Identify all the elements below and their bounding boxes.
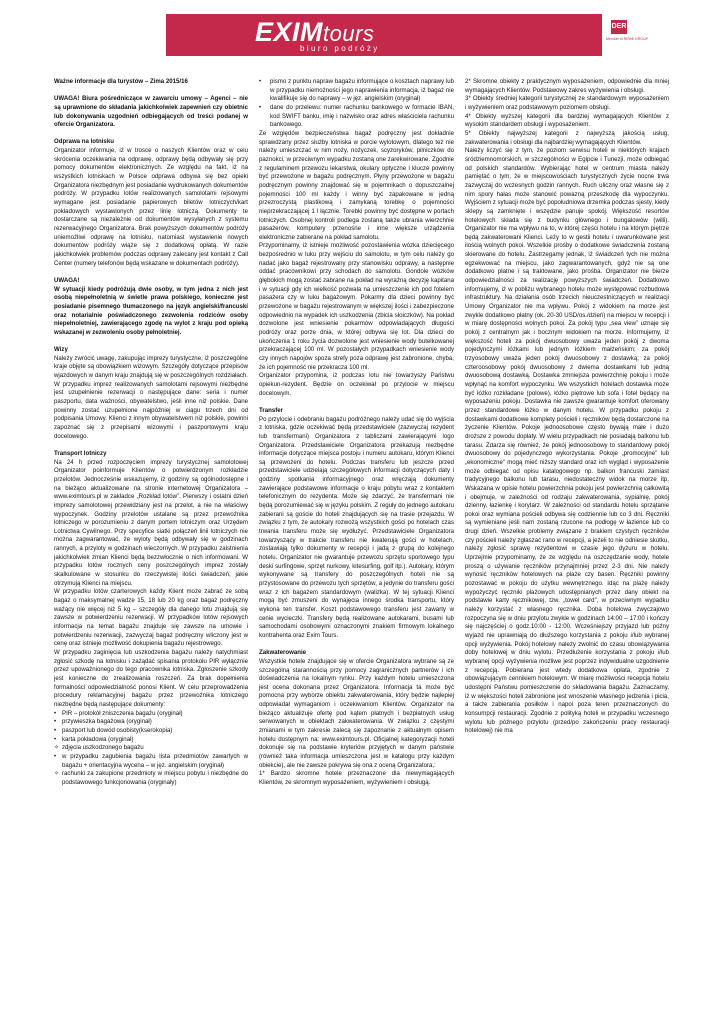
paragraph-transport-3: W przypadku zaginięcia lub uszkodzenia bagażu należy natychmiast zgłosić szkodę na lotnisku i zażądać spisania protokołu PIR wyłącznie przez upoważnionego do tego pracownika lotniska. Zgłoszenie szkody jest konieczne do zrealizowania roszczeń. Za brak dopełnienia formalności odpowiedzialność ponosi Klient. W celu przeprowadzenia procedury reklamacyjnej bagażu przez przewoźnika lotniczego niezbędne będą następujące dokumenty: [54,649,248,708]
paragraph-transport-1: Na 24 h przed rozpoczęciem imprezy turystycznej samolotowej Organizator poinformuje Klientów o potwierdzonym rozkładzie przelotów. Jednocześnie wskazujemy, iż godziny są ogólnodostępne i na bieżąco aktualizowane na stronie internetowej Organizatora – www.eximtours.pl w zakładce „Rozkład lotów”. Pierwszy i ostatni dzień imprezy samolotowej przewidziany jest na przelot, a nie na właściwy wypoczynek. Godziny przelotów ustalane są przez przewoźnika lotniczego w porozumieniu z danym portem lotniczym oraz Urzędem Lotnictwa Cywilnego. Przy specyfice siatki połączeń linii lotniczych nie można zagwarantować, że wyloty będą odbywały się w godzinach rannych, a przyloty w godzinach wieczornych. W przypadku zaistnienia jakichkolwiek zmian Klienci będą bezzwłocznie o nich informowani. W przypadku lotów rocznych ceny poszczególnych imprez zostały skalkulowane w stosunku do rzeczywistej ilości świadczeń, jakie otrzymują Klienci na miejscu. [54,458,248,587]
paragraph-organizator: Organizator przypomina, iż podczas lotu nie towarzyszy Państwu opiekun-rezydent. Będzie on oczekiwał po przylocie w miejscu docelowym. [259,372,454,397]
paragraph-przypominamy: Przypominamy, iż istnieje możliwość pozostawienia wózka dziecięcego bezpośrednio w luku przy wejściu do samolotu, w tym celu należy go nadać jako bagaż rejestrowany przy stanowisku odprawy, a następnie oddać pracownikowi przy schodach do samolotu. Gondole wózków głębokich mogą zostać zabrane na pokład na wyraźną decyzję kapitana i w sytuacji gdy ich wielkość pozwala na umieszczenie ich pod fotelem pasażera czy w luku bagażowym. Pokarmy dla dzieci powinny być przewożone w bagażu rejestrowanym w większej ilości i zabezpieczone odpowiednio na wypadek ich uszkodzenia (zbicia słoiczków). Na pokład dozwolone jest wniesienie pokarmów odpowiadających długości podróży oraz porze dnia, w której odbywa się lot. Dla dzieci do ukończenia 1 roku życia dozwolone jest wniesienie wody butelkowanej przekraczającej 100 ml. W pozostałych przypadkach wniesienie wody czy innych napojów spoza strefy poza odprawę jest zabronione, chyba, że ich pojemność nie przekracza 100 ml. [259,242,454,371]
paragraph-odprawa: Organizator informuje, iż w trosce o naszych Klientów oraz w celu skrócenia oczekiwania na odprawę, odprawy będą odbywały się przy pomocy dokumentów elektronicznych. Ze względu na fakt, iż na wszystkich lotniskach w Polsce odprawa odbywa się bez opieki Organizatora niezbędnym jest posiadanie wydrukowanych dokumentów podróży. W przypadku lotów realizowanych samolotami rejsowymi wymagane jest posiadanie papierowych biletów lotniczych/kart pokładowych wystawionych przez linię lotniczą. Dokumenty te dostarczane są niezależnie od dokumentów wysyłanych z systemu rezerwacyjnego Organizatora. Brak powyższych dokumentów podróży uniemożliwi odprawę na lotnisku, natomiast wystawienie nowych dokumentów podróży wiąże się z dodatkową opłatą. W razie jakichkolwiek problemów podczas odprawy zalecany jest kontakt z Call Center (numery telefonów będą wskazane w dokumentach podróży). [54,147,248,267]
paragraph-star-1: 1* Bardzo skromne hotele przeznaczone dla niewymagających Klientów, ze skromnym wyposażeniem, wyżywieniem i obsługą. [259,770,454,787]
column-1 [54,78,248,788]
heading-transport: Transport lotniczy [54,449,107,457]
logo-subtitle: biuro podróży [300,44,380,53]
paragraph-star-2: 2* Skromne obiekty z praktycznym wyposażeniem, odpowiednie dla mniej wymagających Klientów. Podstawowy zakres wyżywienia i obsługi. [465,78,669,94]
list-item: • przywieszka bagażowa (oryginał) [54,718,248,727]
paragraph-zakwaterowanie: Wszystkie hotele znajdujące się w ofercie Organizatora wybrane są ze szczególną starannością przy pomocy zagranicznych partnerów i ich doświadczenia na lokalnym rynku. Przy każdym hotelu umieszczona jest ocena dokonana przez Organizatora. Informacja ta może być pomocna przy wyborze obiektu zakwaterowania, który będzie najlepiej odpowiadał wymaganiom i oczekiwaniom Klientów. Organizator na bieżąco aktualizuje ofertę pod kątem płatnych i bezpłatnych usług serwowanych w obiektach zakwaterowania. W związku z częstymi zmianami w tym zakresie zalecą się zapoznanie z aktualnym opisem hotelu dostępnym na: www.eximtours.pl. Oficjalnej kategoryzacji hoteli dokonuje się na podstawie kryteriów przyjętych w danym państwie (również taka informacja umieszczona jest w katalogu przy każdym obiekcie), ale nie zawsze pokrywa się ona z oceną Organizatora,: [259,657,454,769]
logo-exim-text: EXIM [255,17,324,47]
logo-tours-text: tours [323,21,375,46]
paragraph-star-4: 4* Obiekty wyższej kategorii dla bardziej wymagających Klientów z wysokim standardem obsługi i wyposażeniem. [465,112,669,129]
paragraph-star-5: 5* Obiekty najwyższej kategorii z najwyższą jakością usług, zakwaterowania i obsługi dla najbardziej wymagających Klientów. [465,129,669,146]
header-banner [0,0,724,56]
required-documents-list-cont [259,78,454,130]
paragraph-wizy: Należy zwrócić uwagę, zakupując imprezy turystyczne, iż poszczególne kraje objęte są obowiązkiem wizowym. Szczegóły dotyczące przepisów wjazdowych w danym kraju znajdują się w poszczególnych rozdziałach. W przypadku imprez realizowanych samolotami rejsowymi niezbędne jest uzupełnienie rezerwacji o następujące dane: seria i numer paszportu, data ważności, obywatelstwo, jeśli inne niż polskie. Dane powinny zostać uzupełnione najpóźniej w ciągu trzech dni od podpisania Umowy. Klienci z innym obywatelstwem niż polskie, powinni zapoznać się z przepisami wizowymi i paszportowymi kraju docelowego. [54,354,248,440]
der-member-text: Member of REWE GROUP [606,37,649,41]
agent-warning: UWAGA! Biura pośredniczące w zawarciu umowy – Agenci – nie są uprawnione do składania jakichkolwiek zapewnień czy obietnic lub dokonywania uzgodnień odbiegających od treści podanej w ofercie Organizatora. [54,95,248,129]
paragraph-security: Ze względów bezpieczeństwa bagaż podręczny jest dokładnie sprawdzany przez służby lotniska w porcie wylotowym, dlatego też nie należy umieszczać w nim noży, nożyczek, scyzoryków, pilniczków do paznokci, w przeciwnym wypadku zostaną one zarekwirowane. Zgodnie z regulaminem przewozu lekarstwa, okulary optyczne i klucze powinny być przewożone w bagażu podręcznym. Płyny przewożone w bagażu podręcznym powinny znajdować się w pojemnikach o dopuszczalnej pojemności 100 ml każdy i winny być zapakowane w jedną przezroczystą plastikową i zamykaną torebkę o pojemności nieprzekraczającej 1 l łącznie. Torebki powinny być dostępne w portach lotniczych. Osobnej kontroli podlega zostaną także ubrania wierzchnie pasażerów, komputery przenośne i inne większe urządzenia elektroniczne zabierane na pokład samolotu. [259,129,454,241]
paragraph-transfer: Po przylocie i odebraniu bagażu podróżnego należy udać się do wyjścia z lotniska, gdzie oczekiwać będą przedstawiciele (zazwyczaj rezydent lub transfermani) Organizatora z tabliczami zawierającymi logo Organizatora. Przedstawiciele Organizatora przekazują niezbędne informacje dotyczące miejsca postoju i numeru autokaru, którym Klienci są przewożeni do hotelu. Podczas transferu lub jeszcze przed przedstawiciele udzielają szczegółowych informacji dotyczących daty i godziny spotkania informacyjnego oraz wręczają dokumenty zawierające podstawowe informacje o kraju pobytu wraz z kontaktem telefonicznym do rezydenta. Może się zdarzyć, że transfermani nie będą porozumiewać się w języku polskim. Z reguły do jednego autokaru zabierani są goście do hoteli znajdujących się na trasie przejazdu. W związku z tym, że autokary rozwożą wszystkich gości po hotelach czas trwania transferu może się wydłużyć. Przedstawiciele Organizatora towarzyszący w trakcie transferu nie kwaterują gości w hotelach, zostawiają tylko dokumenty w recepcji i jadą z grupą do kolejnego hotelu. Organizator nie gwarantuje przewozu sprzętu sportowego typu deski surfingowe, sprzęt nurkowy, kitesurfing, golf itp.). Autokary, którym wykonywane są transfery do poszczególnych hoteli nie są przystosowane do przewozu tych sprzętów, a jedynie do transferu gości wraz z ich bagażem standardowym (walizka). W tej sytuacji Klienci mogą być zmuszeni do wynajęcia innego środka transportu, który wykona ten transfer. Koszt podstawowego transferu jest zawarty w cenie wycieczki. Transfery będą realizowane autokarami, busami lub samochodami osobowymi oznaczonymi znakiem firmowym lokalnego kontrahenta oraz Exim Tours. [259,415,454,639]
required-documents-list [54,710,248,788]
paragraph-hotel-info: Należy liczyć się z tym, że poziom serwisu hoteli w niektórych krajach śródziemnomorskich, w szczególności w Egipcie i Tunezji, może odbiegać od polskich standardów. Wybierając hotel w centrum miasta należy pamiętać o tym, że w miejscowościach turystycznych życie nocne trwa zazwyczaj do wczesnych godzin rannych. Ruch uliczny oraz własne się z nim spory hałas może stanowić powazną przeszkodę dla wypoczynku. Wyjściem z sytuacji może być popołudniowa drzemka podczas sjesty, kiedy sklepy są zamknięte i wszędzie panuje spokój. Większość resortów hotelowych składa się z budynku głównego i bungalowów (willi). Organizator nie ma wpływu na to, w której części hotelu i na którym piętrze będą zakwaterowani Klienci. Leży to w gestii hotelu i uwarunkowane jest ilością wolnych pokoi. Wszelkie prośby o dodatkowe świadczenia zostaną skierowane do hotelu. Zastrzegamy jednak, iż świadczeń tych nie można egzekwować na miejscu, jako zagwarantowanych, gdyż nie są one dodatkowo płatne i są traktowane, jako prośba. Organizator nie bierze odpowiedzialności za realizację powyższych świadczeń. Dodatkowo informujemy, iż w pobliżu wybranego hotelu może występować rozbudowa infrastruktury. Na działania osób trzecich nieuczestniczących w realizacji Umowy Organizator nie ma wpływu. Pokój z widokiem na morze jest zwykle dodatkowo płatny (ok. 20-30 USD/os./dzień) na miejscu w recepcji i w miarę dostępności wolnych pokoi. Za pokój typu „sea view” uznaje się pokój z centralnym jak i bocznym widokiem na morze. Informujemy, iż większość hoteli za pokój dwuosobowy uważa jeden pokój z dwoma pojedynczymi łóżkami lub jednym łóżkiem małżeńskim; za pokój trzyosobowy uważa jeden pokój dwuosobowy z dostawką; za pokój czteroosobowy pokój dwuosobowy z dwiema dostawkami lub jedną dwuosobową dostawką. Dostawka zmniejsza powierzchnię pokoju i może wpłynąć na komfort wypoczynku. We wszystkich hotelach dostawka może być łóżko rozkładane (polowe), łóżko piętrowe lub sofa i fotel będący na wyposażeniu pokoju. Dostawka nie zawsze gwarantuje komfort oferowany przez standardowe łóżko w danym hotelu. W przypadku pokoju z dostawkami dodatkowe komplety pościeli i ręczników będą dostarczone na życzenie Klientów. Pokoje jednoosobowe często bywają małe i dużo droższe z powodu dopłaty. W wielu przypadkach nie posiadają balkonu lub tarasu. Zdarza się również, że pokój jednoosobowy to standardowy pokój dwuosobowy do pojedynczego wykorzystania. Pokoje „promocyjne” lub „ekonomiczne” mogą mieć niższy standard oraz ich wygląd i wyposażenie może odbiegać od opisu katalogowego np. balkon francuski zamiast tradycyjnego balkonu lub tarasu, niedostateczny widok na morze itp. Wskazana w opisie hotelu powierzchnia pokoju jest powierzchnią całkowitą i obejmuje, w zależności od rodzaju zakwaterowania, sypialnię, pokój dzienny, łazienkę i korytarz. W zależności od standardu hotelu sprzątanie pokoi oraz wymiana pościeli odbywa się codziennie lub co 3 dni. Ręczniki są wymieniane jeśli nam zostaną rzucone na podłogę w łazience lub co drugi dzień. Wszelkie problemy związane z brakiem czystych ręczników czy pościeli należy zgłaszać rano w recepcji, a jeżeli to nie odniesie skutku, należy zgłosić sprawę rezydentowi w czasie jego dyżuru w hotelu. Uprzejmie przypominamy, że ze względu na oszczędzanie wody, hotele proszą o używanie ręczników przynajmniej przez 2-3 dni. Nie należy wynosić ręczników hotelowych na plaże czy basen. Ręczniki powinny pozostawać w pokoju do użytku wewnętrznego. Idąc na plażę należy wypożyczyć ręczniki plażowych udostępnianych przez dany obiekt na podstawie karty ręcznikowej, tzw. „towel card”, w przeciwnym wypadku należy korzystać z własnego ręcznika. Doba hotelowa zwyczajowo rozpoczyna się w dniu przylotu zwykle w godzinach 14:00 – 17:00 i kończy się najczęściej o godz.10:00 - 12:00. Wcześniejszy przyjazd lub późny wyjazd nie uprawniają do dłuższego korzystania z pokoju i/lub wybranej opcji wyżywienia. Pokój hotelowy należy zwolnić do czasu obowiązywania doby hotelowej w dniu wylotu. Przedłużenie korzystania z pokoju i/lub wybranej opcji wyżywienia możliwe jest poprzez indywidualne uzgodnienie z recepcją. Pobierana jest wtedy dodatkowa opłata, zgodnie z obowiązującym cennikiem hotelowym. W miarę możliwości recepcja hotelu udostępni Państwu pomieszczenie do składowania bagażu. Zaznaczamy, iż w większości hoteli zabronione jest wnoszenie własnego jedzenia i picia, a także zabierania posiłków i napoi poza teren przeznaczonych do konsumpcji restauracji. Zgodnie z polityką hoteli w przypadku wczesnego wylotu lub późnego przylotu (przed/po zakończeniu pracy restauracji hotelowej) nie ma [465,147,669,735]
uwaga-label: UWAGA! [54,276,80,284]
paragraph-star-3: 3* Obiekty średniej kategorii turystycznej ze standardowym wyposażeniem i wyżywieniem oraz podstawowym poziomem obsługi. [465,95,669,111]
heading-wizy: Wizy [54,346,68,354]
document-title: Ważne informacje dla turystów – Zima 2015/16 [54,78,188,85]
column-2 [259,78,454,788]
heading-transfer: Transfer [259,406,284,414]
list-item: ✧ zdjęcia uszkodzonego bagażu [54,744,248,753]
minor-travel-warning: W sytuacji kiedy podróżują dwie osoby, w tym jedna z nich jest osobą niepełnoletnią w świetle prawa polskiego, konieczne jest posiadanie pisemnego tłumaczonego na język angielski/francuski oraz notarialnie poświadczonego zezwolenia rodziców osoby niepełnoletniej, zawierającego zgodę na wylot z kraju pod opieką wskazanej w zezwoleniu osoby pełnoletniej. [54,285,248,336]
list-item: • w przypadku zagubienia bagażu lista przedmiotów zawartych w bagażu + orientacyjna wycena – w jęz. angielskim (oryginał) [54,753,248,770]
list-item: • karta pokładowa (oryginał) [54,736,248,745]
column-3 [465,78,669,736]
list-item: ✧ rachunki za zakupione przedmioty w miejscu pobytu i niezbędne do podstawowego funkcjonowania (oryginały) [54,770,248,787]
paragraph-transport-2: W przypadku lotów czarterowych każdy Klient może zabrać ze sobą bagaż o maksymalnej wadze 15, 18 lub 20 kg oraz bagaż podręczny ważący nie więcej niż 5 kg – szczegóły dla danego lotu znajdują się zawsze w potwierdzeniu rezerwacji. W przypadków lotów rejsowych informacja na temat bagażu znajduje się zawsze na umowie i potwierdzeniu rezerwacji, zazwyczaj bagaż podręczny wliczony jest w cenę oraz istnieje możliwość dokupienia bagażu rejestrowego. [54,588,248,648]
list-item: • pismo z punktu napraw bagażu informujące o kosztach naprawy lub w przypadku niemożności jego naprawienia informacja, iż bagaż nie kwalifikuje się do naprawy – w jęz. angielskim (oryginał) [259,78,454,104]
list-item: • PIR – protokół zniszczenia bagażu (oryginał) [54,710,248,719]
list-item: • dane do przelewu: numer rachunku bankowego w formacie IBAN, kod SWIFT banku, imię i nazwisko oraz adres właściciela rachunku bankowego. [259,104,454,130]
heading-zakwaterowanie: Zakwaterowanie [259,649,307,657]
brand-bar [166,14,602,56]
der-logo: DER [611,20,627,34]
heading-odprawa: Odprawa na lotnisku [54,138,114,146]
list-item: • paszport lub dowód osobisty(kserokopia) [54,727,248,736]
